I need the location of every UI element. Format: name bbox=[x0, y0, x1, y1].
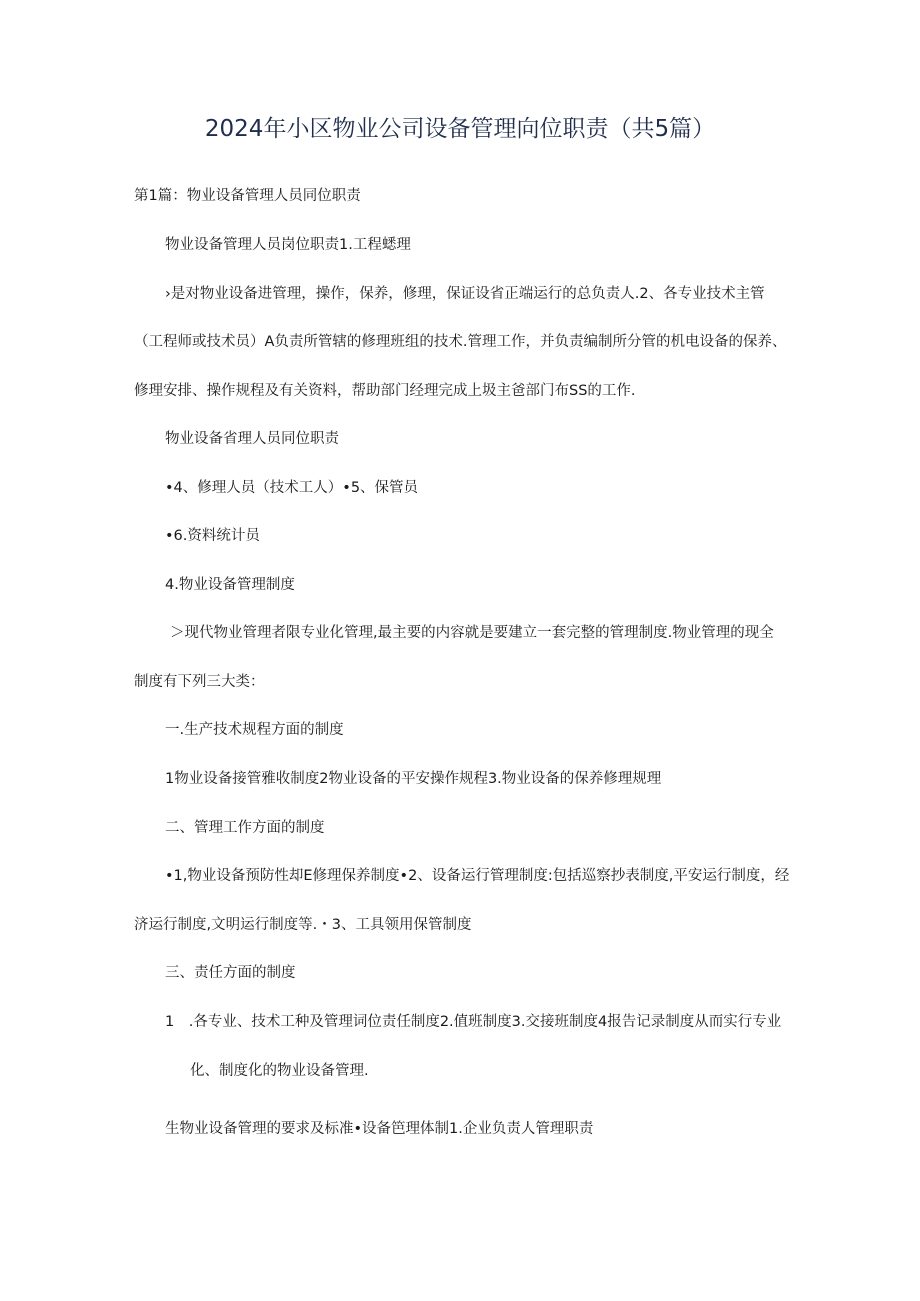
paragraph-line: 化、制度化的物业设备管理. bbox=[190, 1063, 369, 1079]
document-title: 2024年小区物业公司设备管理向位职责（共5篇） bbox=[204, 116, 716, 142]
list-item: •4、修理人员（技术工人）•5、保管员 bbox=[165, 480, 419, 496]
paragraph-line: 物业设备管理人员岗位职责1.工程蟋理 bbox=[165, 237, 411, 253]
section-heading: 第1篇：物业设备管理人员同位职责 bbox=[134, 188, 361, 204]
paragraph-line: 修理安排、操作规程及有关资料，帮助部门经理完成上圾主爸部门布SS的工作. bbox=[134, 383, 636, 399]
paragraph-line: •1,物业设备预防性却E修理保养制度•2、设备运行管理制度:包括巡察抄表制度,平安运行制度，经 bbox=[165, 868, 790, 884]
paragraph-line: ＞现代物业管理者限专业化管理,最主要的内容就是要建立一套完整的管理制度.物业管理的现全 bbox=[170, 625, 774, 641]
paragraph-line: 生物业设备管理的要求及标准•设备笆理体制1.企业负责人管理职责 bbox=[165, 1121, 594, 1137]
paragraph-line: 物业设备省理人员同位职责 bbox=[165, 431, 339, 447]
paragraph-line: 制度有下列三大类： bbox=[134, 674, 265, 690]
subsection-heading: 4.物业设备管理制度 bbox=[165, 577, 295, 593]
subsection-heading: 二、管理工作方面的制度 bbox=[165, 820, 325, 836]
subsection-heading: 三、责任方面的制度 bbox=[165, 965, 296, 981]
paragraph-line: （工程师或技术员）A负责所管辖的修理班组的技术.管理工作，并负责编制所分管的机电设备的保养、 bbox=[134, 334, 787, 350]
paragraph-line: 1物业设备接管雅收制度2物业设备的平安操作规程3.物业设备的保养修理规理 bbox=[165, 771, 662, 787]
subsection-heading: 一.生产技术规程方面的制度 bbox=[165, 722, 344, 738]
paragraph-line: ›是对物业设备进管理，操作，保养，修理，保证设省正端运行的总负责人.2、各专业技术主管 bbox=[165, 286, 765, 302]
list-item: •6.资料统计员 bbox=[165, 528, 260, 544]
paragraph-line: 济运行制度,文明运行制度等.・3、工具领用保管制度 bbox=[134, 917, 472, 933]
paragraph-line: 1 .各专业、技术工种及管理词位责任制度2.值班制度3.交接班制度4报告记录制度从而实行专业 bbox=[165, 1014, 782, 1030]
